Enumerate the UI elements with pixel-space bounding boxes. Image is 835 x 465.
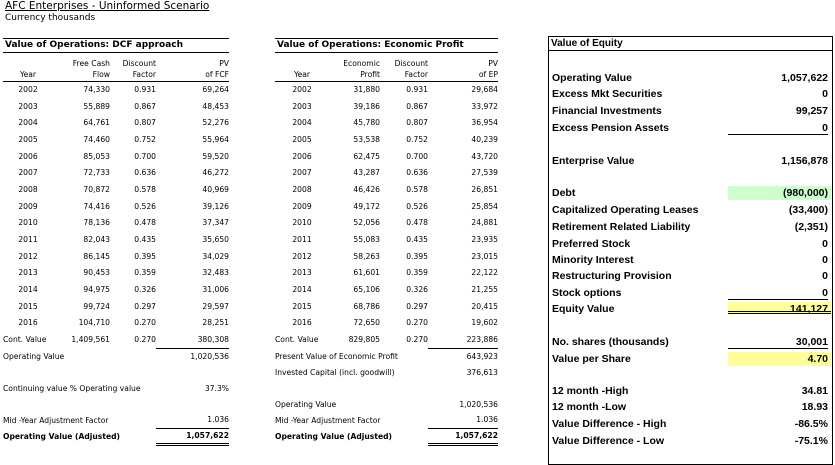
table-row [275,181,498,198]
value-cell: 0.807 [134,118,156,128]
value-cell: 23,015 [471,251,498,261]
value-cell: 0 [728,121,828,135]
value-cell: 1,057,622 [428,428,498,444]
value-cell: 39,186 [353,101,380,111]
year-cell: 2007 [292,168,312,178]
dcf-panel [3,38,229,446]
value-cell: 52,056 [353,218,380,228]
value-cell: 0 [822,238,828,250]
value-cell: 35,650 [202,235,229,245]
table-row [275,164,498,181]
table-row [275,298,498,315]
value-cell: 68,786 [353,301,380,311]
year-cell: 2012 [18,251,38,261]
value-cell: 0.526 [406,201,428,211]
value-cell: 643,923 [466,351,498,361]
value-cell: 4.70 [728,352,831,366]
row-label: Preferred Stock [552,238,631,250]
table-row [3,181,229,198]
equity-row-restructuring [552,269,828,283]
table-row [275,98,498,115]
value-cell: 72,650 [353,318,380,328]
value-cell: 19,602 [471,318,498,328]
value-cell: 70,872 [83,184,110,194]
value-cell: 0.297 [406,301,428,311]
value-cell: 0.359 [406,268,428,278]
value-cell: 0.270 [134,318,156,328]
year-cell: 2016 [18,318,38,328]
column-header-row [275,57,498,69]
table-row [275,248,498,265]
value-cell: 0.270 [134,335,156,345]
value-cell: 0.578 [406,184,428,194]
value-cell: 28,251 [202,318,229,328]
value-cell: 94,975 [83,285,110,295]
ep-panel [275,38,498,446]
value-cell: 26,851 [471,184,498,194]
row-label: Value Difference - Low [552,435,665,447]
row-label: Continuing value % Operating value [3,383,141,393]
value-cell: 49,172 [353,201,380,211]
year-cell: 2005 [18,134,38,144]
value-cell: 37,347 [202,218,229,228]
value-cell: 0.578 [134,184,156,194]
value-cell: 86,145 [83,251,110,261]
year-cell: 2012 [292,251,312,261]
table-row [275,265,498,282]
row-label: Equity Value [552,303,615,315]
value-cell: 0.752 [406,134,428,144]
value-cell: 37.3% [204,383,229,393]
equity-row-financial-inv [552,104,828,118]
year-cell: 2003 [292,101,312,111]
value-cell: 0.636 [134,168,156,178]
column-header [3,57,53,69]
column-header: Flow [53,69,110,81]
row-label: Operating Value [275,399,337,409]
row-label: Mid -Year Adjustment Factor [275,415,381,425]
table-row [3,148,229,165]
row-label: Value per Share [552,353,631,365]
value-cell: 59,520 [202,151,229,161]
value-cell: -86.5% [794,418,828,430]
value-cell: (2,351) [794,221,828,233]
equity-panel [548,36,833,465]
equity-row-enterprise [552,154,828,168]
value-cell: 72,733 [83,168,110,178]
value-cell: 0.478 [134,218,156,228]
value-cell: 0.807 [406,118,428,128]
table-row [3,298,229,315]
value-cell: 0.395 [134,251,156,261]
year-cell: 2002 [18,85,38,95]
equity-row-diff-high [552,417,828,431]
value-cell: 24,881 [471,218,498,228]
value-cell: -75.1% [794,435,828,447]
row-label: Stock options [552,287,622,299]
row-label: Operating Value (Adjusted) [275,431,393,441]
equity-row-shares [552,335,828,349]
table-row [3,98,229,115]
value-cell: 58,263 [353,251,380,261]
table-row [3,265,229,282]
year-cell: 2015 [292,301,312,311]
value-cell: 1.036 [156,412,229,428]
value-cell: 1.036 [428,412,498,428]
value-cell: 223,886 [428,331,498,348]
row-label: 12 month -Low [552,401,627,413]
year-cell: 2008 [292,184,312,194]
row-label: Operating Value [552,72,632,84]
table-row [3,198,229,215]
table-row [275,148,498,165]
value-cell: 1,057,622 [156,428,229,444]
value-cell: 1,409,561 [71,335,110,345]
value-cell: 380,308 [156,331,229,348]
row-label: Excess Mkt Securities [552,88,663,100]
equity-panel-title: Value of Equity [549,37,832,51]
value-cell: 22,122 [471,268,498,278]
row-label: Value Difference - High [552,418,667,430]
year-cell: 2009 [18,201,38,211]
invested-capital-row [275,364,498,380]
year-cell: 2011 [292,235,312,245]
table-row [275,315,498,332]
column-header: Economic [343,58,380,68]
equity-row-excess-mkt [552,87,828,101]
value-cell: 0.700 [406,151,428,161]
value-cell: 33,972 [471,101,498,111]
spacer-row [3,364,229,380]
value-cell: 36,954 [471,118,498,128]
table-row [3,114,229,131]
midyear-row [275,412,498,428]
table-row [3,315,229,332]
value-cell: 18.93 [801,401,828,413]
table-row [275,198,498,215]
column-header: Free Cash [72,58,110,68]
table-row [275,131,498,148]
table-row [275,231,498,248]
value-cell: 65,106 [353,285,380,295]
year-cell: 2011 [18,235,38,245]
equity-row-operating-value [552,71,828,85]
operating-value-row [3,348,229,364]
row-label: Cont. Value [3,335,47,345]
row-label: Enterprise Value [552,155,635,167]
value-cell: 55,889 [83,101,110,111]
equity-row-high [552,384,828,398]
value-cell: 74,416 [83,201,110,211]
value-cell: 61,601 [353,268,380,278]
equity-row-low [552,400,828,414]
equity-row-value-per-share [552,352,828,366]
table-row [275,215,498,232]
year-cell: 2002 [292,85,312,95]
value-cell: 104,710 [78,318,110,328]
table-row [3,131,229,148]
column-header: Profit [329,69,380,81]
equity-row-cap-leases [552,203,828,217]
row-label: Mid -Year Adjustment Factor [3,415,109,425]
year-cell: 2016 [292,318,312,328]
year-cell: 2006 [292,151,312,161]
value-cell: 0.359 [134,268,156,278]
value-cell: 0.297 [134,301,156,311]
equity-row-minority [552,253,828,267]
row-label: No. shares (thousands) [552,336,669,348]
row-label: Minority Interest [552,254,634,266]
value-cell: 0.270 [406,318,428,328]
value-cell: 30,001 [728,335,828,349]
adjusted-value-row [275,428,498,444]
column-header: PV [488,58,498,68]
value-cell: 43,720 [471,151,498,161]
year-cell: 2003 [18,101,38,111]
value-cell: 21,255 [471,285,498,295]
column-header-row [275,69,498,81]
value-cell: 0.526 [134,201,156,211]
value-cell: 40,969 [202,184,229,194]
midyear-row [3,412,229,428]
column-header: Year [3,69,53,81]
value-cell: 1,020,536 [190,351,229,361]
value-cell: 829,805 [348,335,380,345]
continuing-pct-row [3,380,229,396]
value-cell: 0.270 [406,335,428,345]
row-label: Debt [552,187,576,199]
value-cell: 74,330 [83,85,110,95]
year-cell: 2004 [292,118,312,128]
continuing-value-row [275,331,498,348]
value-cell: 0.636 [406,168,428,178]
column-header: Discount [122,58,156,68]
row-label: Cont. Value [275,335,319,345]
value-cell: 25,854 [471,201,498,211]
value-cell: 0.326 [134,285,156,295]
column-header: PV [219,58,229,68]
value-cell: 99,257 [795,105,828,117]
table-row [3,248,229,265]
column-header-row [3,57,229,69]
equity-row-retirement [552,220,828,234]
year-cell: 2015 [18,301,38,311]
year-cell: 2014 [18,285,38,295]
year-cell: 2008 [18,184,38,194]
equity-row-debt [552,186,828,200]
dcf-panel-title: Value of Operations: DCF approach [3,38,229,53]
table-row [3,281,229,298]
value-cell: 0.326 [406,285,428,295]
year-cell: 2009 [292,201,312,211]
continuing-value-row [3,331,229,348]
value-cell: 34,029 [202,251,229,261]
value-cell: 0 [728,286,828,300]
column-header: Discount [394,58,428,68]
year-cell: 2013 [292,268,312,278]
value-cell: 29,597 [202,301,229,311]
column-header-row [3,69,229,81]
value-cell: 34.81 [801,385,828,397]
value-cell: 0.478 [406,218,428,228]
value-cell: 43,287 [353,168,380,178]
adjusted-value-row [3,428,229,444]
value-cell: 23,935 [471,235,498,245]
value-cell: (980,000) [728,186,831,200]
value-cell: 55,964 [202,134,229,144]
pv-ep-row [275,348,498,364]
value-cell: 1,156,878 [781,155,828,167]
value-cell: 32,483 [202,268,229,278]
value-cell: 39,126 [202,201,229,211]
value-cell: 85,053 [83,151,110,161]
row-label: Excess Pension Assets [552,122,669,134]
value-cell: 99,724 [83,301,110,311]
row-label: Operating Value [3,351,65,361]
value-cell: 82,043 [83,235,110,245]
value-cell: 64,761 [83,118,110,128]
row-label: Retirement Related Liability [552,221,691,233]
spacer-row [275,380,498,396]
column-header [275,57,329,69]
row-label: Present Value of Economic Profit [275,351,398,361]
year-cell: 2013 [18,268,38,278]
year-cell: 2006 [18,151,38,161]
value-cell: 48,453 [202,101,229,111]
year-cell: 2010 [18,218,38,228]
report-title: AFC Enterprises - Uninformed Scenario [5,0,210,12]
value-cell: 55,083 [353,235,380,245]
value-cell: 376,613 [466,367,498,377]
row-label: Invested Capital (incl. goodwill) [275,367,395,377]
value-cell: 46,426 [353,184,380,194]
value-cell: 0.752 [134,134,156,144]
value-cell: 0.931 [406,85,428,95]
row-label: Operating Value (Adjusted) [3,431,121,441]
value-cell: 0.435 [406,235,428,245]
year-cell: 2014 [292,285,312,295]
column-header: Year [275,69,329,81]
value-cell: 20,415 [471,301,498,311]
value-cell: 27,539 [471,168,498,178]
row-label: Financial Investments [552,105,662,117]
report-subtitle: Currency thousands [5,13,96,23]
operating-value-row [275,396,498,412]
table-row [275,114,498,131]
equity-row-preferred [552,237,828,251]
value-cell: (33,400) [788,204,828,216]
year-cell: 2004 [18,118,38,128]
value-cell: 40,239 [471,134,498,144]
value-cell: 53,538 [353,134,380,144]
table-row [275,81,498,98]
year-cell: 2005 [292,134,312,144]
value-cell: 0.700 [134,151,156,161]
value-cell: 0.435 [134,235,156,245]
column-header: Factor [380,69,428,81]
table-row [3,231,229,248]
value-cell: 0.867 [134,101,156,111]
value-cell: 46,272 [202,168,229,178]
table-row [3,81,229,98]
table-row [275,281,498,298]
value-cell: 90,453 [83,268,110,278]
ep-panel-title: Value of Operations: Economic Profit [275,38,498,53]
value-cell: 31,880 [353,85,380,95]
value-cell: 69,264 [202,85,229,95]
year-cell: 2007 [18,168,38,178]
row-label: Capitalized Operating Leases [552,204,699,216]
equity-row-stock-options [552,286,828,300]
value-cell: 0 [822,88,828,100]
value-cell: 31,006 [202,285,229,295]
equity-row-diff-low [552,434,828,448]
value-cell: 0 [822,254,828,266]
ep-table [275,57,498,446]
year-cell: 2010 [292,218,312,228]
row-label: Restructuring Provision [552,270,672,282]
value-cell: 0 [822,270,828,282]
value-cell: 1,057,622 [781,72,828,84]
value-cell: 1,020,536 [459,399,498,409]
column-header: Factor [110,69,156,81]
report-header [5,0,209,24]
value-cell: 0.931 [134,85,156,95]
equity-row-equity-value [552,302,828,316]
table-row [3,215,229,232]
table-row [3,164,229,181]
column-header: of EP [428,69,498,81]
dcf-table [3,57,229,446]
column-header: of FCF [156,69,229,81]
equity-row-excess-pension [552,121,828,135]
value-cell: 74,460 [83,134,110,144]
value-cell: 0.395 [406,251,428,261]
value-cell: 45,780 [353,118,380,128]
value-cell: 29,684 [471,85,498,95]
value-cell: 62,475 [353,151,380,161]
row-label: 12 month -High [552,385,629,397]
value-cell: 141,127 [728,302,831,314]
spacer-row [3,396,229,412]
value-cell: 0.867 [406,101,428,111]
value-cell: 78,136 [83,218,110,228]
value-cell: 52,276 [202,118,229,128]
